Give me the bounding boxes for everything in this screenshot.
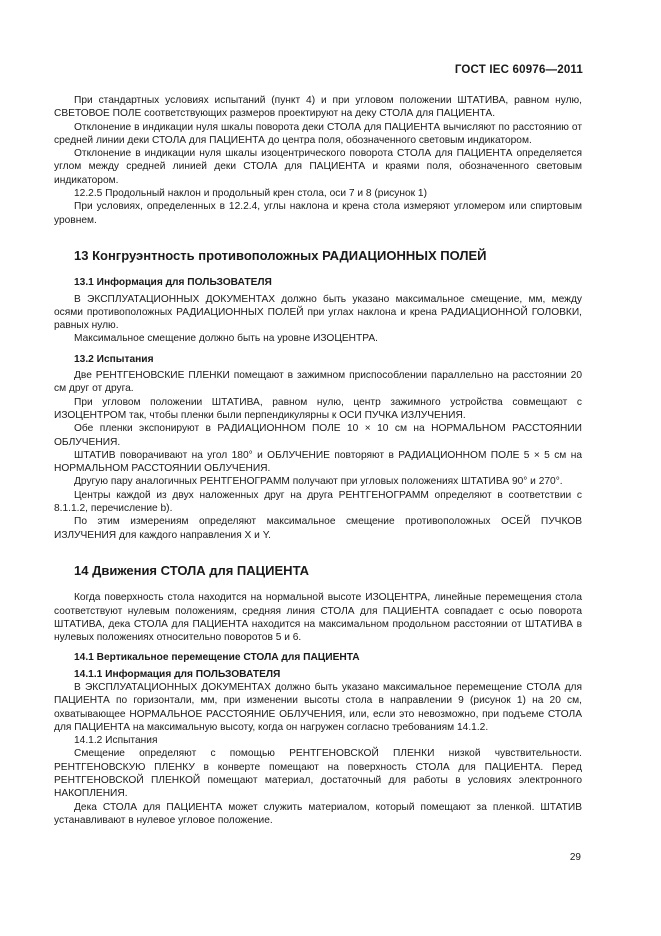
clause-12-2-5-title: 12.2.5 Продольный наклон и продольный крен стола, оси 7 и 8 (рисунок 1)	[74, 188, 427, 200]
paragraph: В ЭКСПЛУАТАЦИОННЫХ ДОКУМЕНТАХ должно быть указано максимальное перемещение СТОЛА для ПАЦИЕНТА по горизонтали, мм, при изменении высоты стола в направлении 9 (рисунок 1) на 20 см, охватывающее НОРМАЛЬНОЕ РАССТОЯНИЕ ОБЛУЧЕНИЯ, или, если это невозможно, при подъеме СТОЛА для ПАЦИЕНТА на максимальную высоту, когда он нагружен согласно требованиям 14.1.2.	[54, 681, 582, 733]
paragraph: Центры каждой из двух наложенных друг на друга РЕНТГЕНОГРАММ определяют в соответствии с 8.1.1.2, перечисление b).	[54, 489, 582, 515]
paragraph: Когда поверхность стола находится на нормальной высоте ИЗОЦЕНТРА, линейные перемещения стола соответствуют нулевым положениям, средняя линия СТОЛА для ПАЦИЕНТА совпадает с осью поворота ШТАТИВА, дека СТОЛА для ПАЦИЕНТА находится на максимальном продольном расстоянии от ШТАТИВА в нулевых положениях относительно поворотов 5 и 6.	[54, 592, 582, 644]
paragraph: При стандартных условиях испытаний (пункт 4) и при угловом положении ШТАТИВА, равном нулю, СВЕТОВОЕ ПОЛЕ соответствующих размеров проектируют на деку СТОЛА для ПАЦИЕНТА.	[54, 95, 582, 120]
section-14-heading: 14 Движения СТОЛА для ПАЦИЕНТА	[74, 562, 310, 578]
page-number: 29	[569, 852, 581, 863]
page-body	[54, 94, 582, 827]
subsection-13-1-heading: 13.1 Информация для ПОЛЬЗОВАТЕЛЯ	[74, 277, 272, 289]
section-13-heading: 13 Конгруэнтность противоположных РАДИАЦИОННЫХ ПОЛЕЙ	[74, 247, 487, 263]
paragraph: Отклонение в индикации нуля шкалы поворота деки СТОЛА для ПАЦИЕНТА вычисляют по расстоянию от средней линии деки СТОЛА для ПАЦИЕНТА до центра поля, обозначенного световым индикатором.	[54, 121, 582, 146]
paragraph: Смещение определяют с помощью РЕНТГЕНОВСКОЙ ПЛЕНКИ низкой чувствительности. РЕНТГЕНОВСКУЮ ПЛЕНКУ в конверте помещают на поверхность СТОЛА для ПАЦИЕНТА. Перед РЕНТГЕНОВСКОЙ ПЛЕНКОЙ помещают материал, достаточный для работы в условиях электронного НАКОПЛЕНИЯ.	[54, 748, 582, 800]
subsection-14-1-heading: 14.1 Вертикальное перемещение СТОЛА для ПАЦИЕНТА	[74, 652, 360, 664]
paragraph: Обе пленки экспонируют в РАДИАЦИОННОМ ПОЛЕ 10 × 10 см на НОРМАЛЬНОМ РАССТОЯНИИ ОБЛУЧЕНИЯ.	[54, 423, 582, 448]
paragraph: Отклонение в индикации нуля шкалы изоцентрического поворота СТОЛА для ПАЦИЕНТА определяется углом между средней линией деки СТОЛА для ПАЦИЕНТА и краями поля, обозначенного световым индикатором.	[54, 148, 582, 186]
paragraph: ШТАТИВ поворачивают на угол 180° и ОБЛУЧЕНИЕ повторяют в РАДИАЦИОННОМ ПОЛЕ 5 × 5 см на НОРМАЛЬНОМ РАССТОЯНИИ ОБЛУЧЕНИЯ.	[54, 449, 582, 475]
paragraph: При угловом положении ШТАТИВА, равном нулю, центр зажимного устройства совмещают с ИЗОЦЕНТРОМ так, чтобы пленки были перпендикулярны к ОСИ ПУЧКА ИЗЛУЧЕНИЯ.	[54, 396, 582, 421]
subsection-14-1-1-heading: 14.1.1 Информация для ПОЛЬЗОВАТЕЛЯ	[74, 668, 281, 680]
paragraph: При условиях, определенных в 12.2.4, углы наклона и крена стола измеряют угломером или спиртовым уровнем.	[54, 201, 582, 226]
standard-header: ГОСТ IEC 60976—2011	[454, 64, 583, 76]
subsection-13-2-heading: 13.2 Испытания	[74, 353, 154, 365]
paragraph: В ЭКСПЛУАТАЦИОННЫХ ДОКУМЕНТАХ должно быть указано максимальное смещение, мм, между осями противоположных РАДИАЦИОННЫХ ПОЛЕЙ при углах наклона и крена РАДИАЦИОННОЙ ГОЛОВКИ, равных нулю.	[54, 293, 582, 332]
paragraph: Другую пару аналогичных РЕНТГЕНОГРАММ получают при угловых положениях ШТАТИВА 90° и 270°.	[74, 476, 563, 488]
paragraph: Дека СТОЛА для ПАЦИЕНТА может служить материалом, который помещают за пленкой. ШТАТИВ устанавливают в нулевое угловое положение.	[54, 801, 582, 826]
paragraph: Максимальное смещение должно быть на уровне ИЗОЦЕНТРА.	[74, 333, 378, 345]
subsection-14-1-2-heading: 14.1.2 Испытания	[74, 735, 158, 747]
paragraph: Две РЕНТГЕНОВСКИЕ ПЛЕНКИ помещают в зажимном приспособлении параллельно на расстоянии 20 см друг от друга.	[54, 370, 582, 395]
paragraph: По этим измерениям определяют максимальное смещение противоположных ОСЕЙ ПУЧКОВ ИЗЛУЧЕНИЯ для каждого направления X и Y.	[54, 516, 582, 541]
